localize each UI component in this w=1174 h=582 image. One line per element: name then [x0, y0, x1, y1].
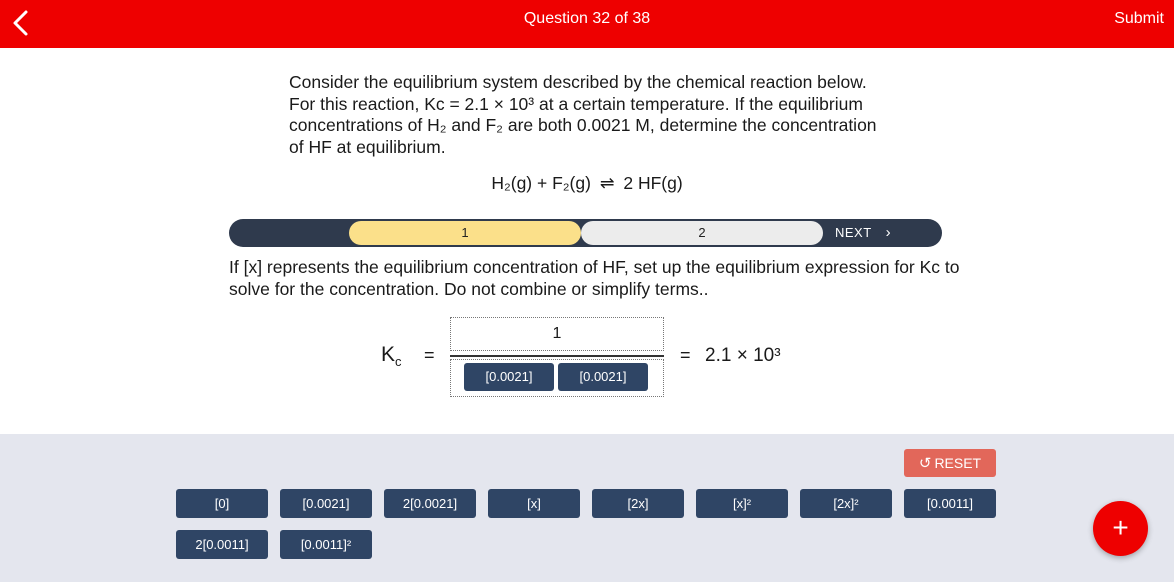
kc-symbol [381, 343, 402, 369]
next-label: NEXT [835, 225, 872, 240]
answer-tile[interactable]: [0] [176, 489, 268, 518]
step-progress-bar [229, 219, 942, 247]
reaction-products: 2 HF(g) [623, 173, 683, 193]
top-bar [0, 0, 1174, 48]
plus-icon[interactable]: + [1093, 501, 1148, 556]
step-1-tab[interactable]: 1 [349, 221, 581, 245]
equilibrium-arrow-icon: ⇌ [599, 173, 615, 193]
step-instruction: If [x] represents the equilibrium concentration of HF, set up the equilibrium expression for Kc to solve for the concentration. Do not combine or simplify terms.. [229, 257, 960, 299]
question-text: Consider the equilibrium system described by the chemical reaction below. For this reaction, Kc = 2.1 × 10³ at a certain temperature. If the equilibrium concentrations of H₂ and F₂ are both 0.0021 M, determine the concentration of HF at equilibrium. [289, 72, 877, 157]
next-button[interactable] [835, 219, 891, 247]
chevron-right-icon: › [885, 224, 891, 241]
reaction-equation [0, 173, 1174, 194]
answer-tile[interactable]: [x] [488, 489, 580, 518]
fraction-bar [450, 355, 664, 357]
k-letter: K [381, 343, 396, 366]
answer-tile[interactable]: [0.0021] [280, 489, 372, 518]
answer-tile[interactable]: 2[0.0011] [176, 530, 268, 559]
answer-tile[interactable]: [2x]² [800, 489, 892, 518]
step-2-tab[interactable]: 2 [581, 221, 823, 245]
kc-value: 2.1 × 10³ [705, 345, 781, 366]
denominator-term[interactable]: [0.0021] [558, 363, 648, 391]
answer-tile[interactable]: 2[0.0021] [384, 489, 476, 518]
equals-sign: = [424, 345, 435, 365]
reset-label: RESET [934, 455, 982, 471]
answer-tile[interactable]: [x]² [696, 489, 788, 518]
reaction-reactants: H₂(g) + F₂(g) [491, 173, 591, 193]
numerator-dropzone[interactable]: 1 [450, 317, 664, 351]
question-counter: Question 32 of 38 [523, 10, 651, 27]
submit-button[interactable]: Submit [1114, 10, 1164, 27]
reset-icon: ↺ [918, 455, 932, 472]
k-subscript: c [395, 354, 402, 370]
answer-tile[interactable]: [2x] [592, 489, 684, 518]
denominator-term[interactable]: [0.0021] [464, 363, 554, 391]
denominator-dropzone[interactable] [450, 359, 664, 397]
answer-tile[interactable]: [0.0011] [904, 489, 996, 518]
reset-button[interactable] [904, 449, 996, 477]
answer-tile[interactable]: [0.0011]² [280, 530, 372, 559]
equals-sign: = [680, 345, 691, 365]
